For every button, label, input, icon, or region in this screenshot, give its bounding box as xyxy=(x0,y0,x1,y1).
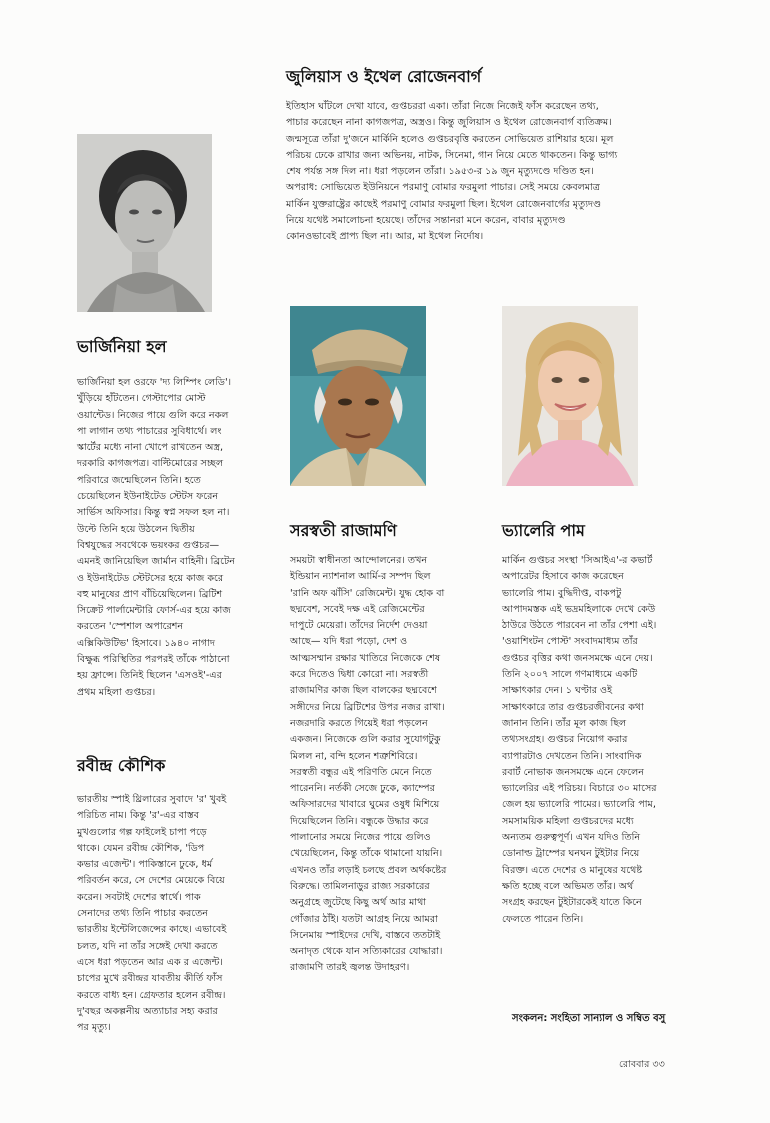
rabindra-kaushik-heading: রবীন্দ্র কৌশিক xyxy=(77,756,166,775)
compiler-credit: সংকলন: সংহিতা সান্যাল ও সম্বিত বসু xyxy=(512,1013,666,1024)
virginia-portrait-image xyxy=(77,134,212,312)
virginia-hall-heading: ভার্জিনিয়া হল xyxy=(77,337,167,356)
rabindra-kaushik-text: ভারতীয় স্পাই থ্রিলারের সুবাদে 'র' খুবই পরিচিত নাম। কিন্তু 'র'-এর বাস্তব মুখগুলোর গল্প ফাইলেই চাপা পড়ে থাকে। যেমন রবীন্দ্র কৌশিক, 'ডিপ কভার এজেন্ট'। পাকিস্তানে ঢুকে, ধর্ম পরিবর্তন করে, সে দেশের মেয়েকে বিয়ে করেন। সবটাই দেশের স্বার্থে। পাক সেনাদের তথ্য তিনি পাচার করতেন ভারতীয় ইন্টেলিজেন্সের কাছে। এভাবেই চলত, যদি না তাঁর সঙ্গেই দেখা করতে এসে ধরা পড়তেন আর এক র এজেন্ট। চাপের মুখে রবীন্দ্রর যাবতীয় কীর্তি ফাঁস করতে বাধ্য হন। গ্রেফতার হলেন রবীন্দ্র। দু'বছর অকল্পনীয় অত্যাচার সহ্য করার পর মৃত্যু। xyxy=(77,794,227,1034)
julius-rosenberg-text: ইতিহাস ঘাঁটলে দেখা যাবে, গুপ্তচররা একা। তাঁরা নিজে নিজেই ফাঁস করেছেন তথ্য, পাচার করেছেন নানা কাগজপত্র, অস্ত্রও। কিন্তু জুলিয়াস ও ইথেল রোজেনবার্গ ব্যতিক্রম। জন্মসূত্রে তাঁরা দু'জনে মার্কিনি হলেও গুপ্তচরবৃত্তি করতেন সোভিয়েত রাশিয়ার হয়ে। মূল পরিচয় ঢেকে রাখার জন্য অভিনয়, নাটক, সিনেমা, গান নিয়ে মেতে থাকতেন। কিন্তু ভাগ্য শেষ পর্যন্ত সঙ্গ দিল না। ধরা পড়লেন তাঁরা। ১৯৫৩-র ১৯ জুন মৃত্যুদণ্ডে দণ্ডিত হন। অপরাধ: সোভিয়েত ইউনিয়নে পরমাণু বোমার ফরমুলা পাচার। সেই সময়ে কেবলমাত্র মার্কিন যুক্তরাষ্ট্রের কাছেই পরমাণু বোমার ফরমুলা ছিল। ইথেল রোজেনবার্গের মৃত্যুদণ্ড নিয়ে যথেষ্ট সমালোচনা হয়েছে। তাঁদের সন্তানরা মনে করেন, বাবার মৃত্যুদণ্ড কোনওভাবেই প্রাপ্য ছিল না। আর, মা ইথেল নির্দোষ। xyxy=(286,101,618,243)
valerie-plame-heading: ভ্যালেরি পাম xyxy=(502,521,585,540)
virginia-hall-photo xyxy=(77,134,212,312)
saraswati-rajamani-text: সময়টা স্বাধীনতা আন্দোলনের। তখন ইন্ডিয়ান ন্যাশনাল আর্মি-র সম্পদ ছিল 'রানি অফ ঝাঁসি' রেজিমেন্ট। যুদ্ধ হোক বা ছদ্মবেশ, সবেই দক্ষ এই রেজিমেন্টের দাপুটে মেয়েরা। তাঁদের নির্দেশ দেওয়া আছে— যদি ধরা পড়ো, দেশ ও আত্মসম্মান রক্ষার খাতিরে নিজেকে শেষ করে দিতেও দ্বিধা কোরো না। সরস্বতী রাজামণির কাজ ছিল বালকের ছদ্মবেশে সঙ্গীদের নিয়ে ব্রিটিশের উপর নজর রাখা। নজরদারি করতে গিয়েই ধরা পড়লেন একজন। নিজেকে গুলি করার সুযোগটুকু মিলল না, বন্দি হলেন শত্রুশিবিরে। সরস্বতী বন্ধুর এই পরিণতি মেনে নিতে পারেননি। নর্তকী সেজে ঢুকে, ক্যাম্পের অফিসারদের খাবারে ঘুমের ওষুধ মিশিয়ে দিয়েছিলেন তিনি। বন্ধুকে উদ্ধার করে পালানোর সময়ে নিজের পায়ে গুলিও খেয়েছিলেন, কিন্তু তাঁকে থামানো যায়নি। এখনও তাঁর লড়াই চলছে প্রবল অর্থকষ্টের বিরুদ্ধে। তামিলনাড়ুর রাজ্য সরকারের অনুগ্রহে জুটেছে কিছু অর্থ আর মাথা গোঁজার ঠাঁই। যতটা আগ্রহ নিয়ে আমরা সিনেমায় স্পাইদের দেখি, বাস্তবে ততটাই অনাদৃত থেকে যান সত্যিকারের যোদ্ধারা। রাজামণি তারই জ্বলন্ত উদাহরণ। xyxy=(290,555,447,974)
valerie-plame-photo xyxy=(502,306,638,486)
saraswati-rajamani-heading: সরস্বতী রাজামণি xyxy=(290,521,397,540)
valerie-portrait-image xyxy=(502,306,638,486)
valerie-plame-text: মার্কিন গুপ্তচর সংস্থা 'সিআইএ'-র কভার্ট অপারেটর হিসাবে কাজ করেছেন ভ্যালেরি পাম। বুদ্ধিদীপ্ত, বাকপটু আপাদমস্তক এই ভদ্রমহিলাকে দেখে কেউ ঠাউরে উঠতে পারবেন না তাঁর পেশা এই। 'ওয়াশিংটন পোস্ট' সংবাদমাধ্যম তাঁর গুপ্তচর বৃত্তির কথা জনসমক্ষে এনে দেয়। তিনি ২০০৭ সালে গণমাধ্যমে একটি সাক্ষাৎকার দেন। ১ ঘণ্টার ওই সাক্ষাৎকারে তার গুপ্তচরজীবনের কথা জানান তিনি। তাঁর মূল কাজ ছিল তথ্যসংগ্রহ। গুপ্তচর নিয়োগ করার ব্যাপারটাও দেখতেন তিনি। সাংবাদিক রবার্ট নোভাক জনসমক্ষে এনে ফেলেন ভ্যালেরির এই পরিচয়। বিচারে ৩০ মাসের জেল হয় ভ্যালেরি পামের। ভ্যালেরি পাম, সমসাময়িক মহিলা গুপ্তচরদের মধ্যে অন্যতম গুরুত্বপূর্ণ। এখন যদিও তিনি ডোনাল্ড ট্রাম্পের ঘনঘন টুইটার নিয়ে বিরক্ত। এতে দেশের ও মানুষের যথেষ্ট ক্ষতি হচ্ছে বলে অভিমত তাঁর। অর্থ সংগ্রহ করছেন টুইটারকেই যাতে কিনে ফেলতে পারেন তিনি। xyxy=(502,555,657,925)
julius-rosenberg-heading: জুলিয়াস ও ইথেল রোজেনবার্গ xyxy=(286,67,482,86)
virginia-hall-text: ভার্জিনিয়া হল ওরফে 'দ্য লিম্পিং লেডি'। খুঁড়িয়ে হাঁটতেন। গেস্টাপোর মোস্ট ওয়ান্টেড। নিজের পায়ে গুলি করে নকল পা লাগান তথ্য পাচারের সুবিধার্থে। লং স্কার্টের মধ্যে নানা খোপে রাখতেন অস্ত্র, দরকারি কাগজপত্র। বাল্টিমোরের সচ্ছল পরিবারে জন্মেছিলেন তিনি। হতে চেয়েছিলেন ইউনাইটেড স্টেটস ফরেন সার্ভিস অফিসার। কিন্তু স্বপ্ন সফল হল না। উল্টে তিনি হয়ে উঠলেন দ্বিতীয় বিশ্বযুদ্ধের সবথেকে ভয়ংকর গুপ্তচর— এমনই জানিয়েছিল জার্মান বাহিনী। ব্রিটেন ও ইউনাইটেড স্টেটসের হয়ে কাজ করে বহু মানুষের প্রাণ বাঁচিয়েছিলেন। ব্রিটিশ সিক্রেট পার্লামেন্টারি ফোর্স-এর হয়ে কাজ করতেন 'স্পেশাল অপারেশন এক্সিকিউটিভ' হিসাবে। ১৯৪০ নাগাদ বিক্ষুব্ধ পরিস্থিতির পরপরই তাঁকে পাঠানো হয় ফ্রান্সে। তিনিই ছিলেন 'এসওই'-এর প্রথম মহিলা গুপ্তচর। xyxy=(77,377,235,698)
saraswati-rajamani-photo xyxy=(290,306,426,486)
page-footer: রোববার ৩৩ xyxy=(619,1059,665,1070)
saraswati-portrait-image xyxy=(290,306,426,486)
